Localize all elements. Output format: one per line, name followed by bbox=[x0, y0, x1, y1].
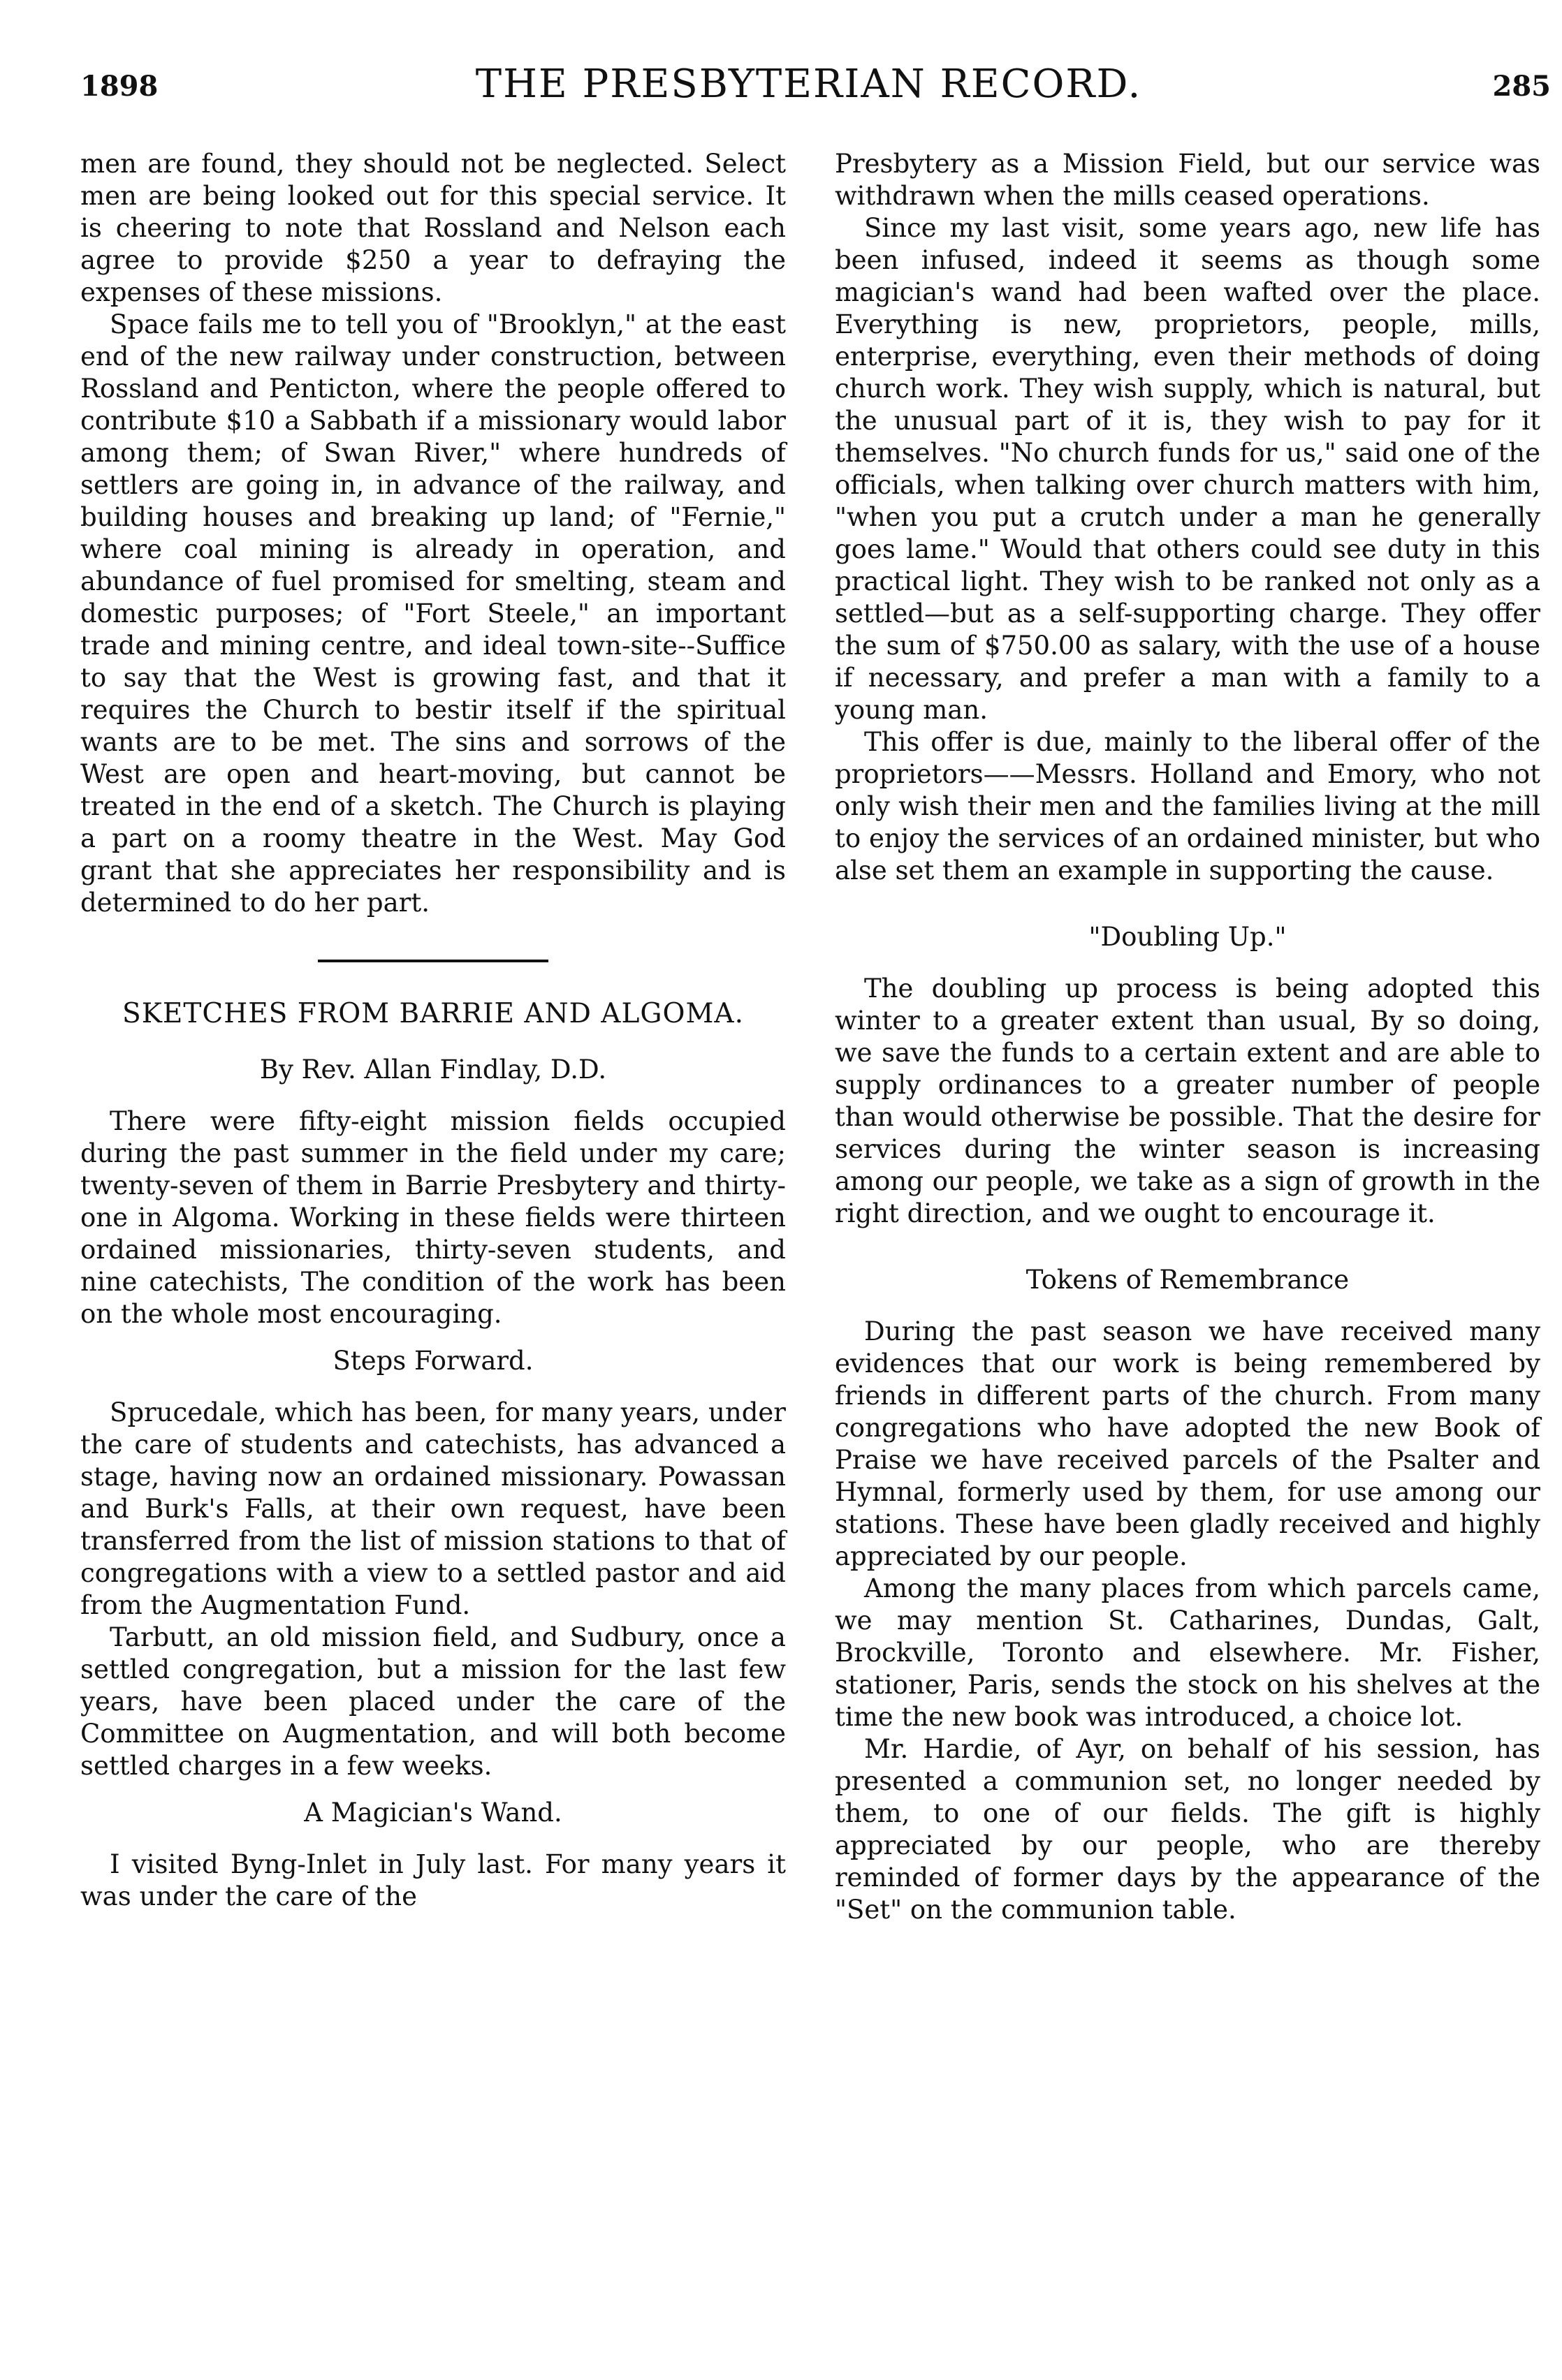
right-column bbox=[835, 148, 1540, 1926]
left-paragraph-3: There were fifty-eight mission fields occupied during the past summer in the field under my care; twenty-seven of them in Barrie Presbytery and thirty-one in Algoma. Working in these fields were thirteen ordained missionaries, thirty-seven students, and nine catechists, The condition of the work has been on the whole most encouraging. bbox=[80, 1106, 786, 1329]
section-divider bbox=[318, 960, 548, 962]
section-title: SKETCHES FROM BARRIE AND ALGOMA. bbox=[122, 998, 744, 1029]
subheading-doubling-up: "Doubling Up." bbox=[1088, 922, 1287, 952]
right-paragraph-1: Presbytery as a Mission Field, but our service was withdrawn when the mills ceased operations. bbox=[835, 149, 1540, 211]
left-paragraph-5: Tarbutt, an old mission field, and Sudbury, once a settled congregation, but a mission for the last few years, have been placed under the care of the Committee on Augmentation, and will both become settled charges in a few weeks. bbox=[80, 1622, 786, 1781]
page-header bbox=[66, 61, 1551, 117]
subheading-magicians-wand: A Magician's Wand. bbox=[304, 1798, 562, 1828]
right-paragraph-6: Among the many places from which parcels came, we may mention St. Catharines, Dundas, Galt, Brockville, Toronto and elsewhere. Mr. Fisher, stationer, Paris, sends the stock on his shelves at the time the new book was introduced, a choice lot. bbox=[835, 1573, 1540, 1732]
left-paragraph-1: men are found, they should not be neglected. Select men are being looked out for this special service. It is cheering to note that Rossland and Nelson each agree to provide $250 a year to defraying the expenses of these missions. bbox=[80, 149, 786, 307]
header-page-number: 285 bbox=[1492, 70, 1551, 103]
right-paragraph-7: Mr. Hardie, of Ayr, on behalf of his session, has presented a communion set, no longer needed by them, to one of our fields. The gift is highly appreciated by our people, who are thereby reminded of former days by the appearance of the "Set" on the communion table. bbox=[835, 1734, 1540, 1925]
header-year: 1898 bbox=[80, 70, 159, 103]
subheading-steps-forward: Steps Forward. bbox=[333, 1346, 534, 1376]
left-paragraph-2: Space fails me to tell you of "Brooklyn," at the east end of the new railway under construction, between Rossland and Penticton, where the people offered to contribute $10 a Sabbath if a missionary would labor among them; of Swan River," where hundreds of settlers are going in, in advance of the railway, and building houses and breaking up land; of "Fernie," where coal mining is already in operation, and abundance of fuel promised for smelting, steam and domestic purposes; of "Fort Steele," an important trade and mining centre, and ideal town-site--Suffice to say that the West is growing fast, and that it requires the Church to bestir itself if the spiritual wants are to be met. The sins and sorrows of the West are open and heart-moving, but cannot be treated in the end of a sketch. The Church is playing a part on a roomy theatre in the West. May God grant that she appreciates her responsibility and is determined to do her part. bbox=[80, 309, 786, 918]
right-paragraph-5: During the past season we have received many evidences that our work is being remembered by friends in different parts of the church. From many congregations who have adopted the new Book of Praise we have received parcels of the Psalter and Hymnal, formerly used by them, for use among our stations. These have been gladly received and highly appreciated by our people. bbox=[835, 1316, 1540, 1571]
left-column bbox=[80, 148, 786, 1913]
left-paragraph-4: Sprucedale, which has been, for many years, under the care of students and catechists, has advanced a stage, having now an ordained missionary. Powassan and Burk's Falls, at their own request, have been transferred from the list of mission stations to that of congregations with a view to a settled pastor and aid from the Augmentation Fund. bbox=[80, 1397, 786, 1620]
right-paragraph-4: The doubling up process is being adopted this winter to a greater extent than usual, By so doing, we save the funds to a certain extent and are able to supply ordinances to a greater number of people than would otherwise be possible. That the desire for services during the winter season is increasing among our people, we take as a sign of growth in the right direction, and we ought to encourage it. bbox=[835, 974, 1540, 1228]
left-paragraph-6: I visited Byng-Inlet in July last. For many years it was under the care of the bbox=[80, 1849, 786, 1911]
article-byline: By Rev. Allan Findlay, D.D. bbox=[259, 1055, 607, 1085]
right-paragraph-2: Since my last visit, some years ago, new life has been infused, indeed it seems as though some magician's wand had been wafted over the place. Everything is new, proprietors, people, mills, enterprise, everything, even their methods of doing church work. They wish supply, which is natural, but the unusual part of it is, they wish to pay for it themselves. "No church funds for us," said one of the officials, when talking over church matters with him, "when you put a crutch under a man he generally goes lame." Would that others could see duty in this practical light. They wish to be ranked not only as a settled—but as a self-supporting charge. They offer the sum of $750.00 as salary, with the use of a house if necessary, and prefer a man with a family to a young man. bbox=[835, 213, 1540, 725]
header-title: THE PRESBYTERIAN RECORD. bbox=[475, 61, 1142, 107]
subheading-tokens-of-remembrance: Tokens of Remembrance bbox=[1025, 1265, 1350, 1295]
right-paragraph-3: This offer is due, mainly to the liberal offer of the proprietors——Messrs. Holland and Emory, who not only wish their men and the families living at the mill to enjoy the services of an ordained minister, but who alse set them an example in supporting the cause. bbox=[835, 727, 1540, 886]
